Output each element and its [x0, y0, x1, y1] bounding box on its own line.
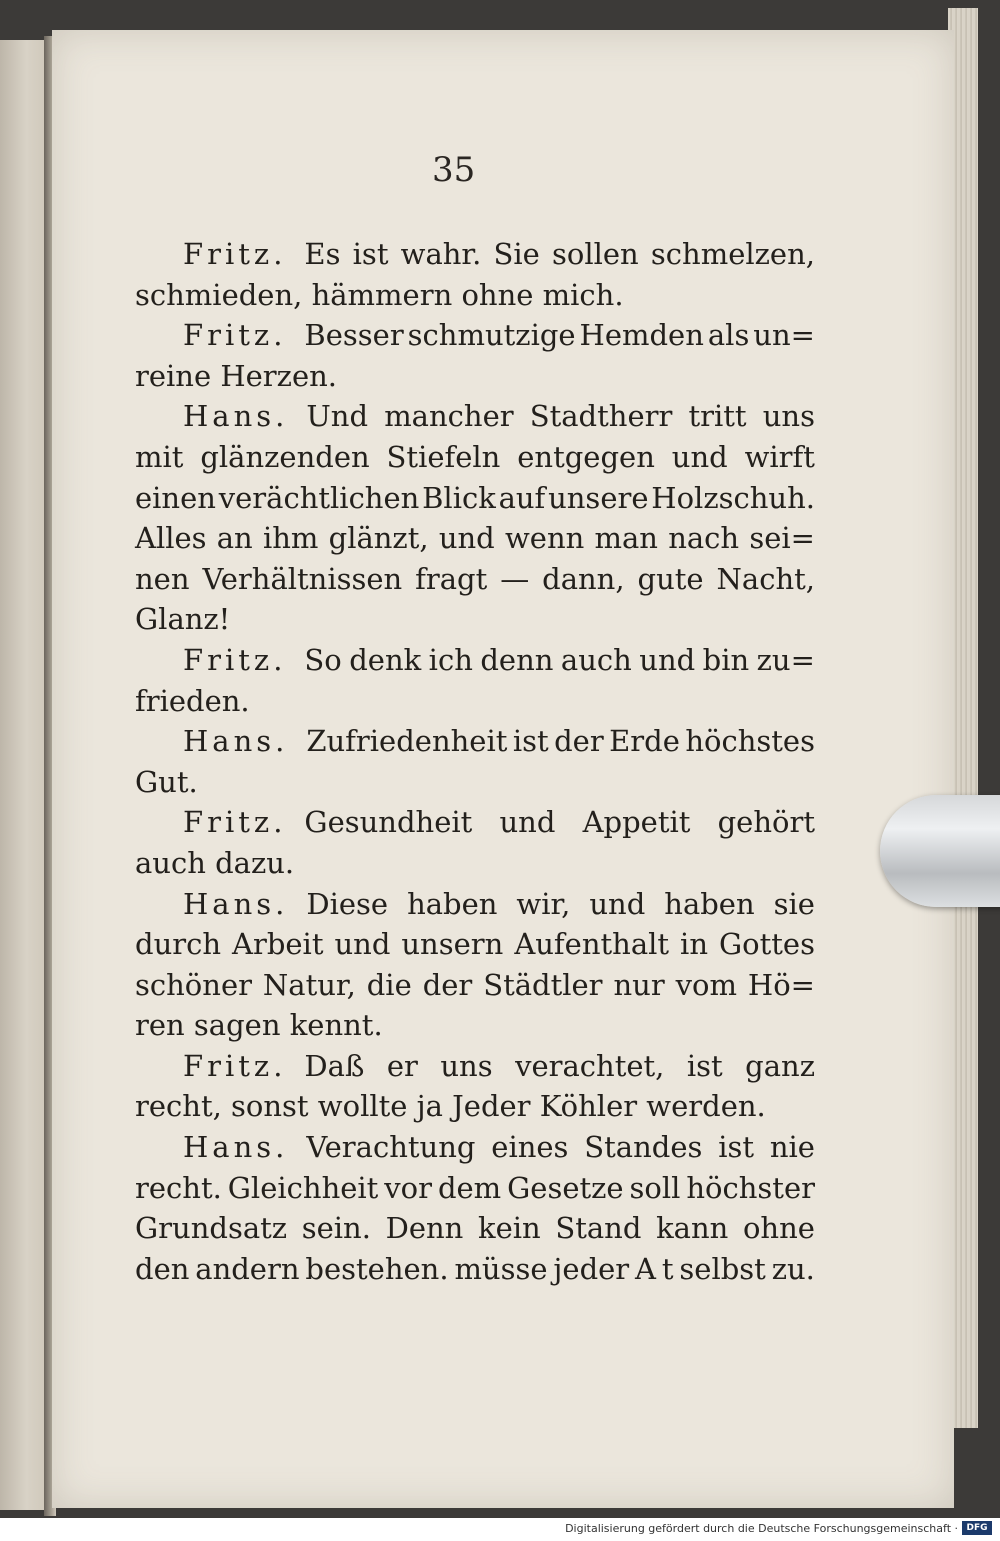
text-line [135, 884, 815, 925]
text-line [135, 356, 815, 397]
line-text: auch dazu. [135, 845, 295, 880]
line-text: recht. Gleichheit vor dem Gesetze soll höchster [135, 1170, 815, 1205]
line-text: Grundsatz sein. Denn kein Stand kann ohne [135, 1211, 815, 1246]
text-line [135, 275, 815, 316]
line-text: Verachtung eines Standes ist nie [306, 1130, 815, 1165]
body-text [135, 234, 815, 1289]
line-text: mit glänzenden Stiefeln entgegen und wirft [135, 439, 815, 474]
text-line [135, 1127, 815, 1168]
line-text: nen Verhältnissen fragt — dann, gute Nacht, [135, 561, 815, 596]
text-line [135, 681, 815, 722]
line-text: Gesundheit und Appetit gehört [304, 805, 815, 840]
text-line [135, 843, 815, 884]
line-text: einen verächtlichen Blick auf unsere Holzschuh. [135, 480, 815, 515]
left-page-edge [0, 40, 48, 1510]
text-line [135, 478, 815, 519]
speaker-name: Fritz. [183, 642, 287, 677]
line-text: reine Herzen. [135, 358, 338, 393]
text-line [135, 234, 815, 275]
speaker-name: Fritz. [183, 805, 287, 840]
speaker-name: Hans. [183, 724, 289, 759]
line-text: Besser schmutzige Hemden als un= [304, 318, 815, 353]
text-line [135, 559, 815, 600]
line-text: Gut. [135, 764, 198, 799]
text-line [135, 924, 815, 965]
line-text: durch Arbeit und unsern Aufenthalt in Gottes [135, 927, 815, 962]
line-text: Und mancher Stadtherr tritt uns [306, 399, 815, 434]
text-line [135, 437, 815, 478]
line-text: So denk ich denn auch und bin zu= [304, 642, 815, 677]
text-line [135, 396, 815, 437]
line-text: den andern bestehen. müsse jeder A t selbst zu. [135, 1251, 815, 1286]
text-line [135, 518, 815, 559]
line-text: Glanz! [135, 602, 231, 637]
speaker-name: Fritz. [183, 1048, 287, 1083]
speaker-name: Hans. [183, 886, 289, 921]
line-text: Diese haben wir, und haben sie [306, 886, 815, 921]
text-line [135, 721, 815, 762]
text-line [135, 802, 815, 843]
footer-bar [0, 1518, 1000, 1541]
speaker-name: Hans. [183, 399, 289, 434]
text-line [135, 1005, 815, 1046]
text-line [135, 1046, 815, 1087]
text-line [135, 599, 815, 640]
line-text: schöner Natur, die der Städtler nur vom Hö= [135, 967, 815, 1002]
speaker-name: Fritz. [183, 318, 287, 353]
line-text: ren sagen kennt. [135, 1008, 383, 1043]
dfg-logo: DFG [962, 1521, 992, 1535]
line-text: Zufriedenheit ist der Erde höchstes [306, 724, 815, 759]
text-line [135, 1086, 815, 1127]
line-text: Daß er uns verachtet, ist ganz [304, 1048, 815, 1083]
page-number: 35 [432, 150, 476, 190]
text-line [135, 315, 815, 356]
line-text: schmieden, hämmern ohne mich. [135, 277, 624, 312]
page-clip [880, 795, 1000, 907]
text-line [135, 640, 815, 681]
text-line [135, 965, 815, 1006]
speaker-name: Fritz. [183, 237, 287, 271]
funding-note: Digitalisierung gefördert durch die Deutsche Forschungsgemeinschaft · [565, 1522, 958, 1535]
line-text: Alles an ihm glänzt, und wenn man nach sei= [135, 521, 815, 556]
speaker-name: Hans. [183, 1130, 289, 1165]
text-line [135, 1249, 815, 1290]
text-line [135, 1168, 815, 1209]
text-line [135, 1208, 815, 1249]
line-text: recht, sonst wollte ja Jeder Köhler werden. [135, 1089, 766, 1124]
line-text: frieden. [135, 683, 250, 718]
line-text: Es ist wahr. Sie sollen schmelzen, [304, 237, 815, 271]
text-line [135, 762, 815, 803]
